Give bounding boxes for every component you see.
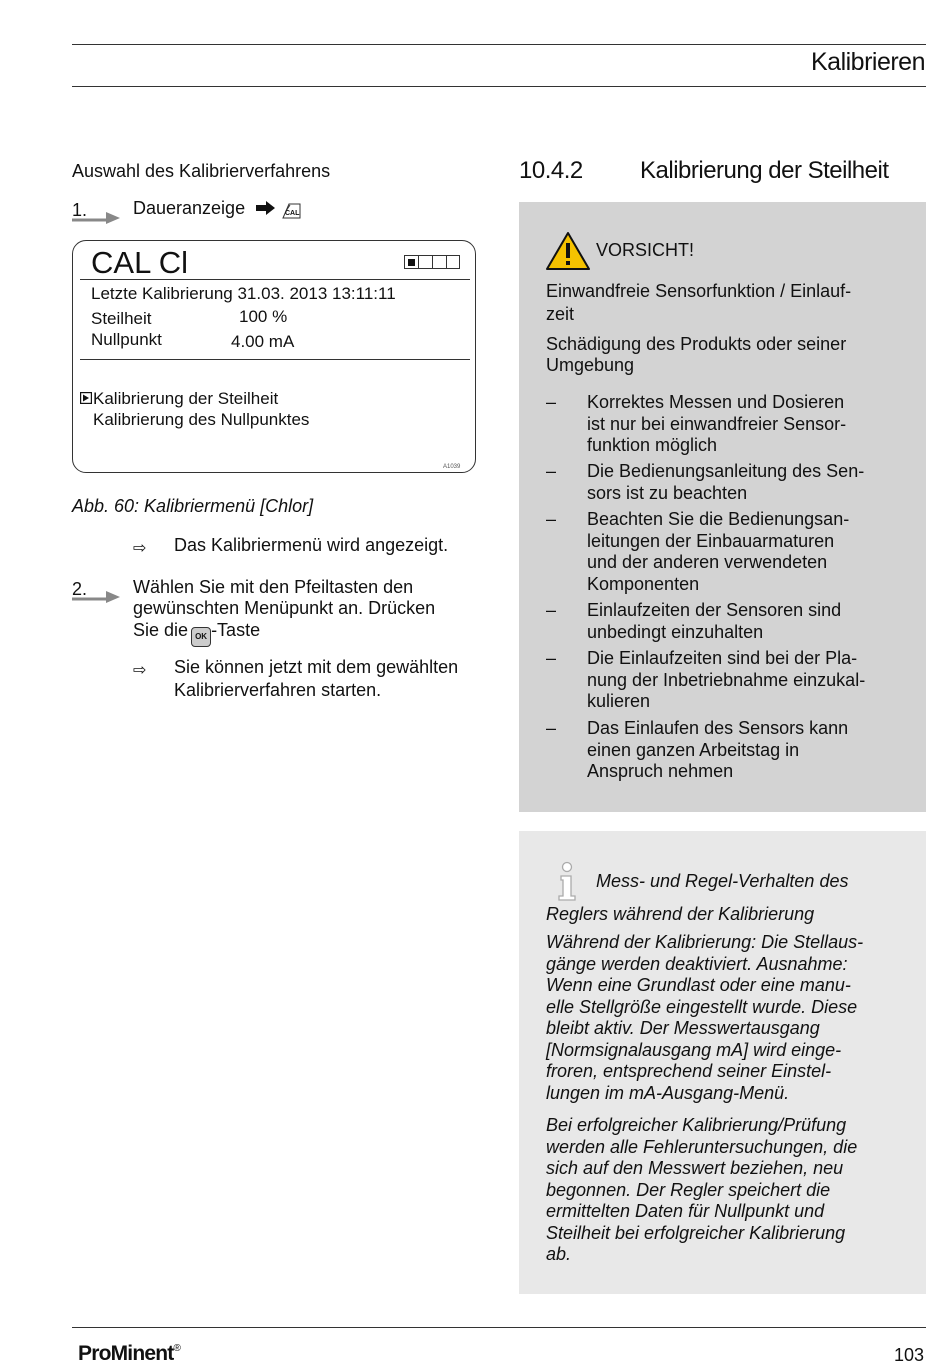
- display-title: CAL Cl: [91, 245, 189, 280]
- info-line: froren, entsprechend seiner Einstel-: [546, 1061, 832, 1081]
- info-line: Steilheit bei erfolgreicher Kalibrierung: [546, 1222, 846, 1243]
- bullet-line: Komponenten: [587, 573, 700, 594]
- display-divider-bottom: [80, 359, 470, 360]
- ok-key-icon: [191, 627, 211, 647]
- section-title: Kalibrierung der Steilheit: [640, 157, 889, 184]
- bullet-line: leitungen der Einbauarmaturen: [587, 530, 835, 551]
- status-segment: [433, 256, 447, 268]
- bullet-line: Die Bedienungsanleitung des Sen-: [587, 461, 865, 481]
- step-2-line1: Wählen Sie mit den Pfeiltasten den: [133, 577, 414, 597]
- bullet-item: [587, 509, 897, 595]
- info-title-line2: Reglers während der Kalibrierung: [546, 904, 815, 924]
- bullet-line: Korrektes Messen und Dosieren: [587, 392, 845, 412]
- display-zero-value: 4.00 mA: [231, 332, 295, 351]
- cal-key-label: CAL: [285, 210, 300, 217]
- bullet-line: Beachten Sie die Bedienungsan-: [587, 509, 850, 529]
- warning-triangle-icon: [545, 231, 591, 271]
- page-number: 103: [893, 1345, 924, 1365]
- info-line: ermittelten Daten für Nullpunkt und: [546, 1201, 825, 1221]
- result-2-line2: Kalibrierverfahren starten.: [174, 680, 382, 700]
- display-slope-label: Steilheit: [91, 309, 152, 328]
- logo-registered: ®: [173, 1343, 181, 1354]
- info-line: Während der Kalibrierung: Die Stellaus-: [546, 932, 864, 952]
- bullet-line: und der anderen verwendeten: [587, 552, 828, 572]
- bullet-item: [587, 392, 897, 457]
- bullet-dash: –: [546, 648, 557, 668]
- step-1-number: 1.: [72, 200, 88, 220]
- bullet-line: sors ist zu beachten: [587, 482, 748, 503]
- info-paragraph-1: [546, 932, 906, 1104]
- display-zero-label: Nullpunkt: [91, 330, 162, 349]
- info-line: Wenn eine Grundlast oder eine manu-: [546, 975, 851, 995]
- bullet-item: [587, 600, 897, 643]
- caution-label: VORSICHT!: [596, 240, 695, 260]
- bullet-line: Anspruch nehmen: [587, 761, 734, 781]
- left-heading: Auswahl des Kalibrierverfahrens: [72, 161, 331, 181]
- step-2-line3: [133, 620, 260, 647]
- bullet-dash: –: [546, 461, 557, 481]
- menu-item-slope: Kalibrierung der Steilheit: [93, 389, 279, 408]
- info-icon: [553, 861, 581, 901]
- step-1-text: Daueranzeige: [133, 198, 246, 218]
- display-slope-value: 100 %: [239, 307, 288, 326]
- bullet-dash: –: [546, 392, 557, 412]
- result-arrow-icon: ⇨: [133, 662, 147, 679]
- menu-cursor-icon: [80, 392, 92, 404]
- bullet-line: Einlaufzeiten der Sensoren sind: [587, 600, 842, 620]
- info-line: lungen im mA-Ausgang-Menü.: [546, 1082, 790, 1103]
- bullet-line: ist nur bei einwandfreier Sensor-: [587, 413, 847, 434]
- status-segment: [447, 256, 459, 268]
- arrow-right-icon: [256, 200, 276, 216]
- display-divider-top: [80, 279, 470, 280]
- info-title-line1: Mess- und Regel-Verhalten des: [596, 871, 849, 891]
- info-line: [Normsignalausgang mA] wird einge-: [546, 1039, 842, 1060]
- info-line: ab.: [546, 1244, 572, 1264]
- ok-key-label: OK: [195, 632, 208, 641]
- info-line: werden alle Fehleruntersuchungen, die: [546, 1136, 858, 1157]
- result-2-line1: Sie können jetzt mit dem gewählten: [174, 657, 459, 677]
- info-line: gänge werden deaktiviert. Ausnahme:: [546, 953, 848, 974]
- logo-text: ProMinent: [78, 1342, 174, 1365]
- bullet-dash: –: [546, 718, 557, 738]
- info-line: Bei erfolgreicher Kalibrierung/Prüfung: [546, 1115, 847, 1135]
- bullet-line: einen ganzen Arbeitstag in: [587, 739, 800, 760]
- result-1-text: Das Kalibriermenü wird angezeigt.: [174, 535, 449, 555]
- prominent-logo: [78, 1342, 180, 1366]
- caution-consequence-line2: Umgebung: [546, 355, 635, 375]
- bullet-item: [587, 461, 897, 504]
- caution-subtitle-line2: zeit: [546, 304, 575, 324]
- bullet-dash: –: [546, 509, 557, 529]
- caution-consequence-line1: Schädigung des Produkts oder seiner: [546, 334, 847, 354]
- bullet-item: [587, 718, 897, 783]
- result-arrow-icon: ⇨: [133, 540, 147, 557]
- bullet-line: nung der Inbetriebnahme einzukal-: [587, 669, 866, 690]
- cal-key-icon: [281, 201, 301, 219]
- info-line: begonnen. Der Regler speichert die: [546, 1179, 831, 1200]
- caution-subtitle-line1: Einwandfreie Sensorfunktion / Einlauf-: [546, 281, 852, 301]
- info-line: elle Stellgröße eingestellt wurde. Diese: [546, 996, 858, 1017]
- bullet-line: funktion möglich: [587, 435, 718, 455]
- display-status-bar: [404, 255, 460, 269]
- bullet-line: Das Einlaufen des Sensors kann: [587, 718, 849, 738]
- step-arrow-icon: [72, 585, 122, 603]
- page-header-title: Kalibrieren: [810, 48, 925, 76]
- info-line: sich auf den Messwert beziehen, neu: [546, 1158, 844, 1178]
- top-rule: [72, 44, 926, 45]
- menu-item-zero: Kalibrierung des Nullpunktes: [93, 410, 310, 429]
- header-bottom-rule: [72, 86, 926, 87]
- step-arrow-icon: [72, 206, 122, 224]
- section-number: 10.4.2: [519, 157, 583, 184]
- figure-caption: Abb. 60: Kalibriermenü [Chlor]: [72, 496, 314, 516]
- info-line: bleibt aktiv. Der Messwertausgang: [546, 1018, 820, 1038]
- bullet-line: unbedingt einzuhalten: [587, 621, 764, 642]
- step-2-line3-pre: Sie die: [133, 620, 189, 640]
- image-id: A1039: [443, 464, 461, 470]
- status-segment: [419, 256, 433, 268]
- info-paragraph-2: [546, 1115, 906, 1266]
- bullet-line: kulieren: [587, 691, 651, 711]
- status-segment-filled: [405, 256, 419, 268]
- footer-rule: [72, 1327, 926, 1328]
- step-2-line2: gewünschten Menüpunkt an. Drücken: [133, 598, 436, 618]
- calibration-display: [72, 240, 476, 473]
- bullet-item: [587, 648, 897, 713]
- bullet-line: Die Einlaufzeiten sind bei der Pla-: [587, 648, 858, 668]
- step-2-line3-post: -Taste: [211, 620, 261, 640]
- step-2-number: 2.: [72, 579, 88, 599]
- bullet-dash: –: [546, 600, 557, 620]
- display-last-calibration: Letzte Kalibrierung 31.03. 2013 13:11:11: [91, 284, 396, 303]
